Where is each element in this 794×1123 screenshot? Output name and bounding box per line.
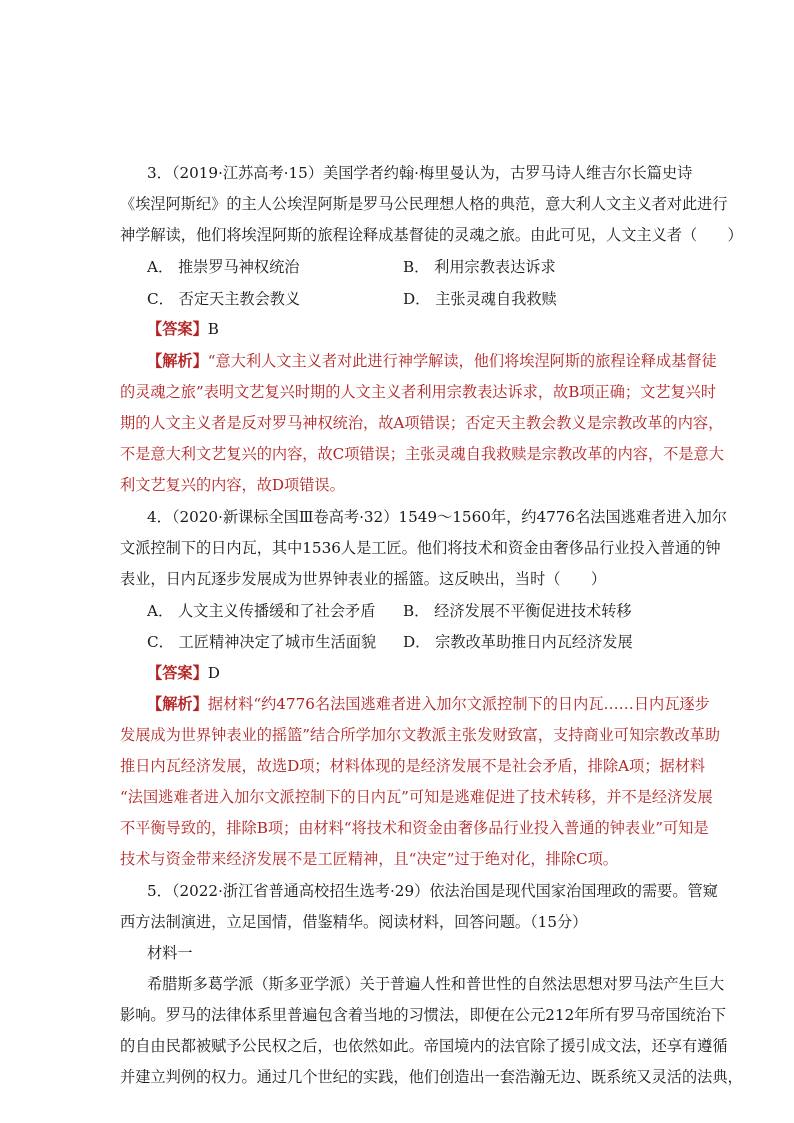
q4-analysis-line-5: 不平衡导致的，排除B项；由材料“将技术和资金由奢侈品行业投入普通的钟表业”可知是: [120, 819, 709, 837]
q4-option-c: C． 工匠精神决定了城市生活面貌: [147, 633, 377, 651]
q3-stem-line-2: 《埃涅阿斯纪》的主人公埃涅阿斯是罗马公民理想人格的典范，意大利人文主义者对此进行: [120, 195, 728, 213]
q3-stem-line-3: 神学解读，他们将埃涅阿斯的旅程诠释成基督徒的灵魂之旅。由此可见，人文主义者（ ）: [120, 226, 743, 244]
q3-analysis-line-4: 不是意大利文艺复兴的内容，故C项错误；主张灵魂自我救赎是宗教改革的内容，不是意大: [120, 445, 724, 463]
q4-analysis-line-6: 技术与资金带来经济发展不是工匠精神，且“决定”过于绝对化，排除C项。: [120, 850, 618, 868]
q5-stem-line-2: 西方法制演进，立足国情，借鉴精华。阅读材料，回答问题。（15分）: [120, 913, 588, 931]
q5-material-line-2: 影响。罗马的法律体系里普遍包含着当地的习惯法，即便在公元212年所有罗马帝国统治下: [120, 1006, 727, 1024]
q5-material-line-1: 希腊斯多葛学派（斯多亚学派）关于普遍人性和普世性的自然法思想对罗马法产生巨大: [147, 975, 725, 993]
q4-option-a: A． 人文主义传播缓和了社会矛盾: [147, 602, 376, 620]
analysis-tag: 【解析】: [147, 695, 208, 713]
q4-analysis-line-4: “法国逃难者进入加尔文派控制下的日内瓦”可知是逃难促进了技术转移，并不是经济发展: [120, 788, 713, 806]
q3-analysis-line-2: 的灵魂之旅”表明文艺复兴时期的人文主义者利用宗教表达诉求，故B项正确；文艺复兴时: [120, 383, 717, 401]
q3-analysis-line-5: 利文艺复兴的内容，故D项错误。: [120, 476, 345, 494]
q4-stem-line-3: 表业，日内瓦逐步发展成为世界钟表业的摇篮。这反映出，当时（ ）: [120, 570, 606, 588]
q3-analysis-line-3: 期的人文主义者是反对罗马神权统治，故A项错误；否定天主教会教义是宗教改革的内容，: [120, 414, 724, 432]
q4-analysis-line-2: 发展成为世界钟表业的摇篮”结合所学加尔文教派主张发财致富，支持商业可知宗教改革助: [120, 726, 721, 744]
q4-option-d: D． 宗教改革助推日内瓦经济发展: [403, 633, 633, 651]
q4-analysis-line-3: 推日内瓦经济发展，故选D项；材料体现的是经济发展不是社会矛盾，排除A项；据材料: [120, 757, 706, 775]
q5-stem-line-1: 5．（2022·浙江省普通高校招生选考·29）依法治国是现代国家治国理政的需要。管窥: [147, 882, 718, 900]
q3-analysis-line-1: [147, 350, 717, 372]
q3-analysis-text: “意大利人文主义者对此进行神学解读，他们将埃涅阿斯的旅程诠释成基督徒: [207, 352, 717, 370]
q5-material-line-4: 并建立判例的权力。通过几个世纪的实践，他们创造出一套浩瀚无边、既系统又灵活的法典，: [120, 1068, 743, 1086]
q4-stem-line-2: 文派控制下的日内瓦，其中1536人是工匠。他们将技术和资金由奢侈品行业投入普通的钟: [120, 539, 721, 557]
q3-option-c: C． 否定天主教会教义: [147, 290, 301, 308]
q4-analysis-line-1: [147, 693, 710, 715]
q4-answer-line: [147, 662, 707, 684]
q4-option-b: B． 经济发展不平衡促进技术转移: [403, 602, 632, 620]
q4-analysis-text: 据材料“约4776名法国逃难者进入加尔文派控制下的日内瓦……日内瓦逐步: [207, 695, 710, 713]
q5-material-title: 材料一: [147, 944, 193, 962]
q3-answer-line: [147, 318, 707, 340]
q4-stem-line-1: 4．（2020·新课标全国Ⅲ卷高考·32）1549～1560年，约4776名法国逃难者进入加尔: [147, 508, 727, 526]
answer-tag: 【答案】: [147, 320, 208, 338]
q3-option-d: D． 主张灵魂自我救赎: [403, 290, 557, 308]
answer-tag: 【答案】: [147, 664, 208, 682]
q3-answer-value: B: [207, 320, 219, 338]
q3-option-a: A． 推崇罗马神权统治: [147, 258, 300, 276]
q3-option-b: B． 利用宗教表达诉求: [403, 258, 556, 276]
q3-stem-line-1: 3．（2019·江苏高考·15）美国学者约翰·梅里曼认为，古罗马诗人维吉尔长篇史诗: [147, 164, 693, 182]
q4-answer-value: D: [207, 664, 220, 682]
analysis-tag: 【解析】: [147, 352, 208, 370]
q5-material-line-3: 的自由民都被赋予公民权之后，也依然如此。帝国境内的法官除了援引成文法，还享有遵循: [120, 1037, 728, 1055]
